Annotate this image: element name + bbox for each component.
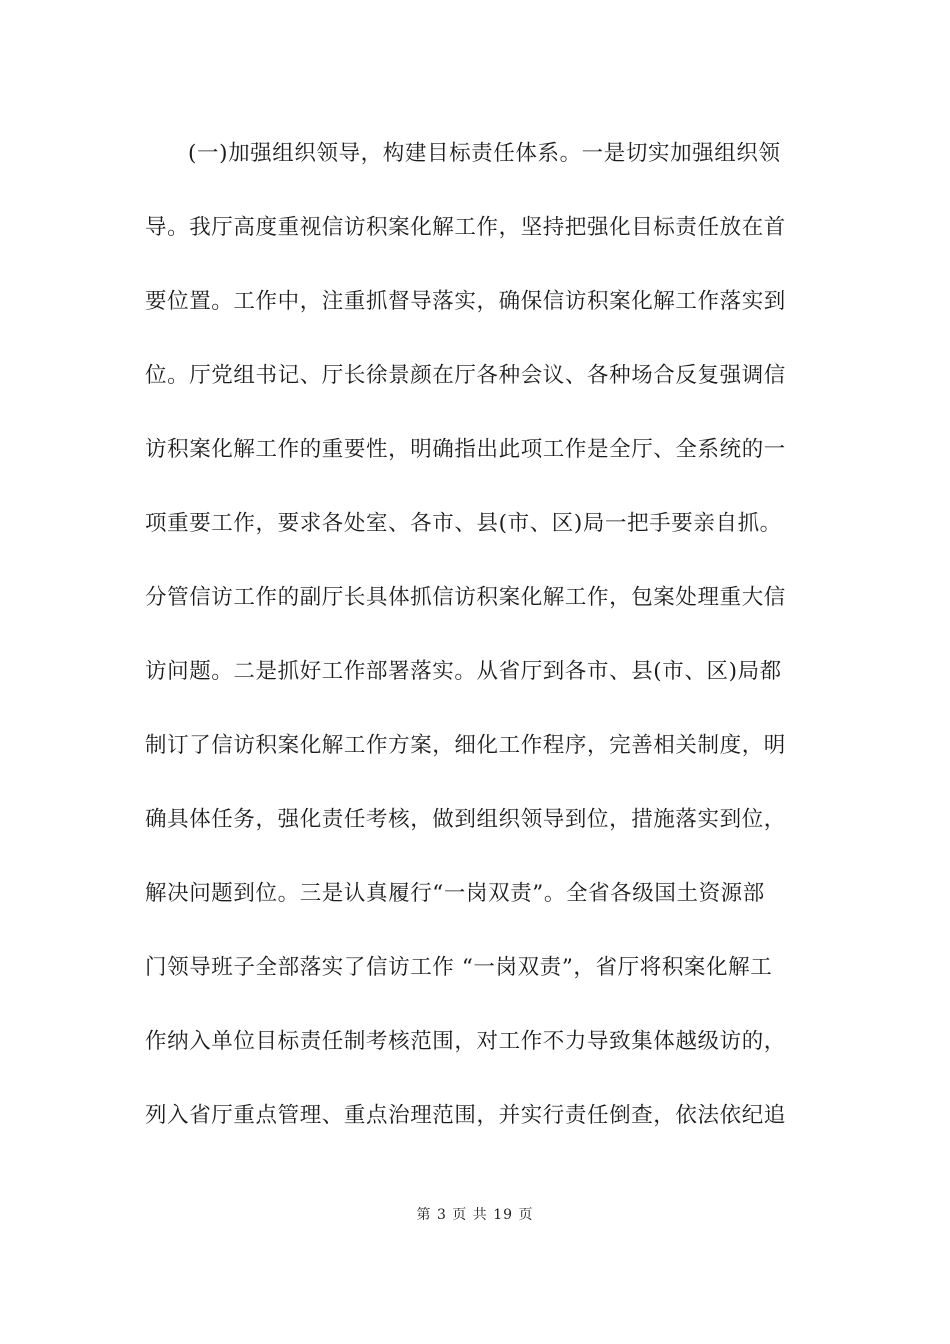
text-line: 访问题。二是抓好工作部署落实。从省厅到各市、县(市、区)局都 [145, 659, 782, 684]
text-line: 作纳入单位目标责任制考核范围，对工作不力导致集体越级访的， [145, 1029, 786, 1054]
text-line: 列入省厅重点管理、重点治理范围，并实行责任倒查，依法依纪追 [145, 1103, 786, 1128]
text-line: 门领导班子全部落实了信访工作 “一岗双责”，省厅将积案化解工 [145, 955, 773, 980]
body-paragraph [145, 128, 810, 1164]
text-line: 分管信访工作的副厅长具体抓信访积案化解工作，包案处理重大信 [145, 585, 786, 610]
text-line: 项重要工作，要求各处室、各市、县(市、区)局一把手要亲自抓。 [145, 511, 782, 536]
text-line: 制订了信访积案化解工作方案，细化工作程序，完善相关制度，明 [145, 733, 786, 758]
page-footer [0, 1204, 950, 1224]
page-number: 第 3 页 共 19 页 [416, 1207, 534, 1223]
text-line: 导。我厅高度重视信访积案化解工作，坚持把强化目标责任放在首 [145, 215, 786, 240]
text-line: (一)加强组织领导，构建目标责任体系。一是切实加强组织领 [188, 141, 781, 166]
text-line: 要位置。工作中，注重抓督导落实，确保信访积案化解工作落实到 [145, 289, 786, 314]
text-line: 访积案化解工作的重要性，明确指出此项工作是全厅、全系统的一 [145, 437, 786, 462]
text-line: 确具体任务，强化责任考核，做到组织领导到位，措施落实到位， [145, 807, 786, 832]
text-line: 解决问题到位。三是认真履行“一岗双责”。全省各级国土资源部 [145, 881, 765, 906]
text-line: 位。厅党组书记、厅长徐景颜在厅各种会议、各种场合反复强调信 [145, 363, 786, 388]
